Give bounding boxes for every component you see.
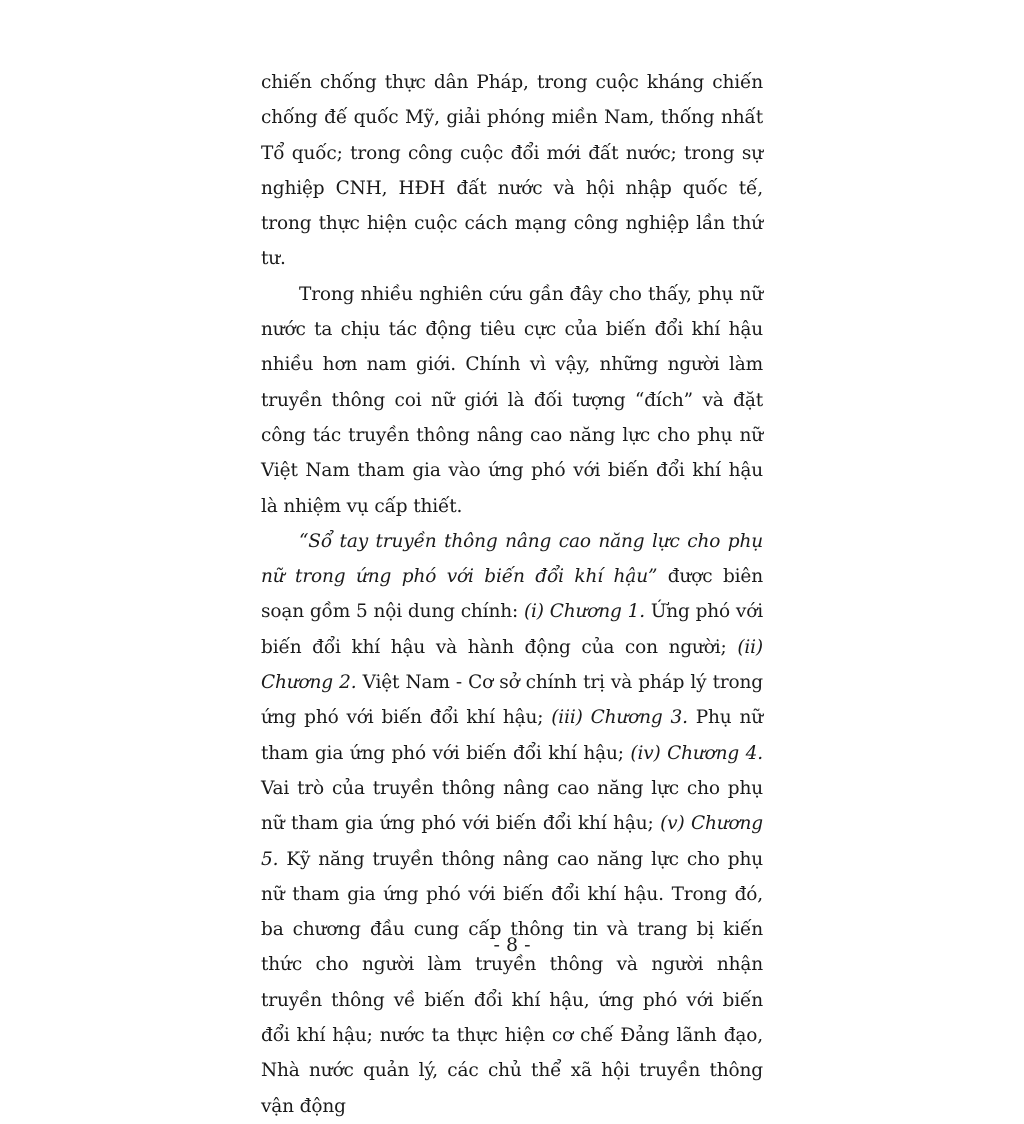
chapter-1-label: (i) Chương 1. <box>523 601 645 623</box>
paragraph-3-intro: được biên soạn gồm 5 nội dung chính: <box>261 566 763 623</box>
chapter-3-text: Phụ nữ tham gia ứng phó với biến đổi khí hậu; <box>261 707 763 764</box>
page-number: - 8 - <box>493 934 531 956</box>
chapter-4-label: (iv) Chương 4. <box>630 742 763 764</box>
chapter-5-label: (v) Chương 5. <box>261 813 763 870</box>
paragraph-3 <box>261 524 763 1124</box>
chapter-1-text: Ứng phó với biến đổi khí hậu và hành động của con người; <box>261 601 763 658</box>
paragraph-1: chiến chống thực dân Pháp, trong cuộc kháng chiến chống đế quốc Mỹ, giải phóng miền Nam, thống nhất Tổ quốc; trong công cuộc đổi mới đất nước; trong sự nghiệp CNH, HĐH đất nước và hội nhập quốc tế, trong thực hiện cuộc cách mạng công nghiệp lần thứ tư. <box>261 72 763 270</box>
chapter-4-text: Vai trò của truyền thông nâng cao năng lực cho phụ nữ tham gia ứng phó với biến đổi khí hậu; <box>261 777 763 835</box>
document-page <box>261 65 763 1124</box>
paragraph-2: Trong nhiều nghiên cứu gần đây cho thấy, phụ nữ nước ta chịu tác động tiêu cực của biến đổi khí hậu nhiều hơn nam giới. Chính vì vậy, những người làm truyền thông coi nữ giới là đối tượng “đích” và đặt công tác truyền thông nâng cao năng lực cho phụ nữ Việt Nam tham gia vào ứng phó với biến đổi khí hậu là nhiệm vụ cấp thiết. <box>261 283 763 517</box>
chapter-2-label: (ii) Chương 2. <box>261 636 763 694</box>
chapter-5-text: Kỹ năng truyền thông nâng cao năng lực cho phụ nữ tham gia ứng phó với biến đổi khí hậu. Trong đó, ba chương đầu cung cấp thông tin và trang bị kiến thức cho người làm truyền thông và người nhận truyền thông về biến đổi khí hậu, ứng phó với biến đổi khí hậu; nước ta thực hiện cơ chế Đảng lãnh đạo, Nhà nước quản lý, các chủ thể xã hội truyền thông vận động <box>261 848 763 1117</box>
chapter-3-label: (iii) Chương 3. <box>551 707 688 729</box>
book-title: “Sổ tay truyền thông nâng cao năng lực cho phụ nữ trong ứng phó với biến đổi khí hậu” <box>261 530 763 588</box>
chapter-2-text: Việt Nam - Cơ sở chính trị và pháp lý trong ứng phó với biến đổi khí hậu; <box>261 672 764 729</box>
